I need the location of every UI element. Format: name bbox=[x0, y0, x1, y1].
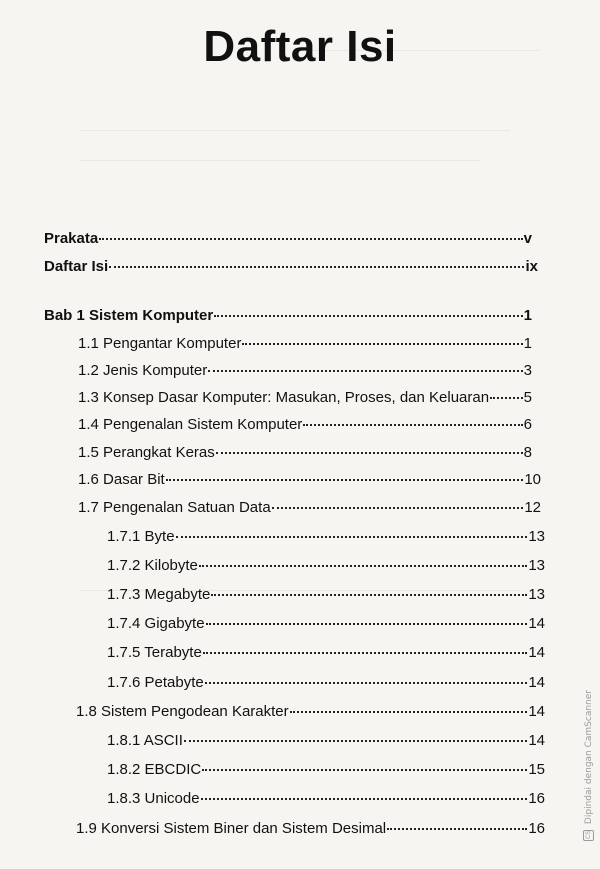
leader-dots bbox=[290, 711, 528, 713]
toc-entry-label: 1.9 Konversi Sistem Biner dan Sistem Desimal bbox=[76, 820, 387, 837]
toc-entry-1-1 bbox=[78, 334, 532, 354]
toc-entry-page: 14 bbox=[528, 644, 545, 661]
watermark-text: Dipindai dengan CamScanner bbox=[584, 690, 594, 825]
toc-entry-label: 1.7.4 Gigabyte bbox=[107, 615, 205, 632]
leader-dots bbox=[202, 769, 527, 771]
toc-entry-page: 16 bbox=[528, 820, 545, 837]
toc-entry-page: 14 bbox=[528, 732, 545, 749]
toc-entry-page: 5 bbox=[523, 389, 532, 406]
toc-entry-label: 1.4 Pengenalan Sistem Komputer bbox=[78, 416, 303, 433]
toc-entry-label: Prakata bbox=[44, 230, 99, 247]
toc-entry-label: 1.8.1 ASCII bbox=[107, 732, 183, 749]
leader-dots bbox=[216, 452, 523, 454]
camscanner-logo-icon: CS bbox=[585, 831, 592, 840]
toc-entry-page: 1 bbox=[523, 307, 532, 324]
leader-dots bbox=[99, 238, 522, 240]
toc-entry-1-5 bbox=[78, 443, 532, 463]
leader-dots bbox=[490, 397, 523, 399]
toc-entry-label: 1.7.1 Byte bbox=[107, 528, 175, 545]
toc-entry-1-8-1 bbox=[107, 731, 545, 751]
toc-entry-1-7-1 bbox=[107, 527, 545, 547]
toc-entry-daftar-isi bbox=[44, 257, 538, 277]
toc-entry-1-8 bbox=[76, 702, 545, 722]
leader-dots bbox=[184, 740, 527, 742]
toc-entry-1-4 bbox=[78, 415, 532, 435]
toc-entry-page: 6 bbox=[523, 416, 532, 433]
scanner-watermark bbox=[583, 690, 594, 841]
toc-entry-label: 1.7 Pengenalan Satuan Data bbox=[78, 499, 271, 516]
toc-entry-1-7-6 bbox=[107, 673, 545, 693]
toc-entry-1-2 bbox=[78, 361, 532, 381]
toc-entry-label: 1.8 Sistem Pengodean Karakter bbox=[76, 703, 289, 720]
toc-entry-1-7-2 bbox=[107, 556, 545, 576]
toc-entry-page: 14 bbox=[528, 615, 545, 632]
leader-dots bbox=[205, 682, 528, 684]
toc-entry-label: 1.7.2 Kilobyte bbox=[107, 557, 198, 574]
leader-dots bbox=[109, 266, 524, 268]
toc-entry-label: 1.7.3 Megabyte bbox=[107, 586, 211, 603]
toc-entry-bab-1 bbox=[44, 306, 532, 326]
leader-dots bbox=[176, 536, 528, 538]
toc-entry-1-9 bbox=[76, 819, 545, 839]
toc-entry-page: 15 bbox=[528, 761, 545, 778]
leader-dots bbox=[214, 315, 522, 317]
toc-entry-page: 14 bbox=[528, 703, 545, 720]
toc-entry-1-3 bbox=[78, 388, 532, 408]
toc-entry-label: 1.7.6 Petabyte bbox=[107, 674, 204, 691]
toc-entry-label: Daftar Isi bbox=[44, 258, 109, 275]
toc-entry-1-7-4 bbox=[107, 614, 545, 634]
toc-entry-1-7 bbox=[78, 498, 541, 518]
toc-entry-1-6 bbox=[78, 470, 541, 490]
leader-dots bbox=[166, 479, 524, 481]
toc-entry-label: 1.8.3 Unicode bbox=[107, 790, 200, 807]
leader-dots bbox=[387, 828, 527, 830]
leader-dots bbox=[272, 507, 524, 509]
toc-entry-page: 12 bbox=[524, 499, 541, 516]
toc-entry-prakata bbox=[44, 229, 532, 249]
toc-entry-page: 13 bbox=[528, 586, 545, 603]
leader-dots bbox=[199, 565, 527, 567]
toc-entry-page: 13 bbox=[528, 557, 545, 574]
toc-entry-label: 1.3 Konsep Dasar Komputer: Masukan, Proses, dan Keluaran bbox=[78, 389, 490, 406]
leader-dots bbox=[303, 424, 522, 426]
leader-dots bbox=[242, 343, 522, 345]
toc-entry-page: ix bbox=[525, 258, 538, 275]
leader-dots bbox=[206, 623, 528, 625]
toc-entry-1-8-2 bbox=[107, 760, 545, 780]
toc-entry-page: 8 bbox=[523, 444, 532, 461]
toc-entry-page: 13 bbox=[528, 528, 545, 545]
toc-entry-1-7-3 bbox=[107, 585, 545, 605]
page-title: Daftar Isi bbox=[203, 22, 397, 71]
toc-entry-label: 1.8.2 EBCDIC bbox=[107, 761, 202, 778]
toc-entry-label: 1.6 Dasar Bit bbox=[78, 471, 165, 488]
leader-dots bbox=[208, 370, 522, 372]
leader-dots bbox=[203, 652, 528, 654]
leader-dots bbox=[201, 798, 528, 800]
toc-entry-page: v bbox=[523, 230, 532, 247]
toc-entry-label: 1.5 Perangkat Keras bbox=[78, 444, 215, 461]
toc-entry-label: 1.7.5 Terabyte bbox=[107, 644, 202, 661]
toc-entry-page: 16 bbox=[528, 790, 545, 807]
toc-entry-page: 3 bbox=[523, 362, 532, 379]
toc-entry-label: 1.1 Pengantar Komputer bbox=[78, 335, 242, 352]
toc-entry-label: Bab 1 Sistem Komputer bbox=[44, 307, 214, 324]
toc-entry-page: 1 bbox=[523, 335, 532, 352]
toc-entry-1-7-5 bbox=[107, 643, 545, 663]
toc-entry-page: 10 bbox=[524, 471, 541, 488]
toc-entry-label: 1.2 Jenis Komputer bbox=[78, 362, 208, 379]
leader-dots bbox=[211, 594, 527, 596]
toc-entry-1-8-3 bbox=[107, 789, 545, 809]
toc-entry-page: 14 bbox=[528, 674, 545, 691]
